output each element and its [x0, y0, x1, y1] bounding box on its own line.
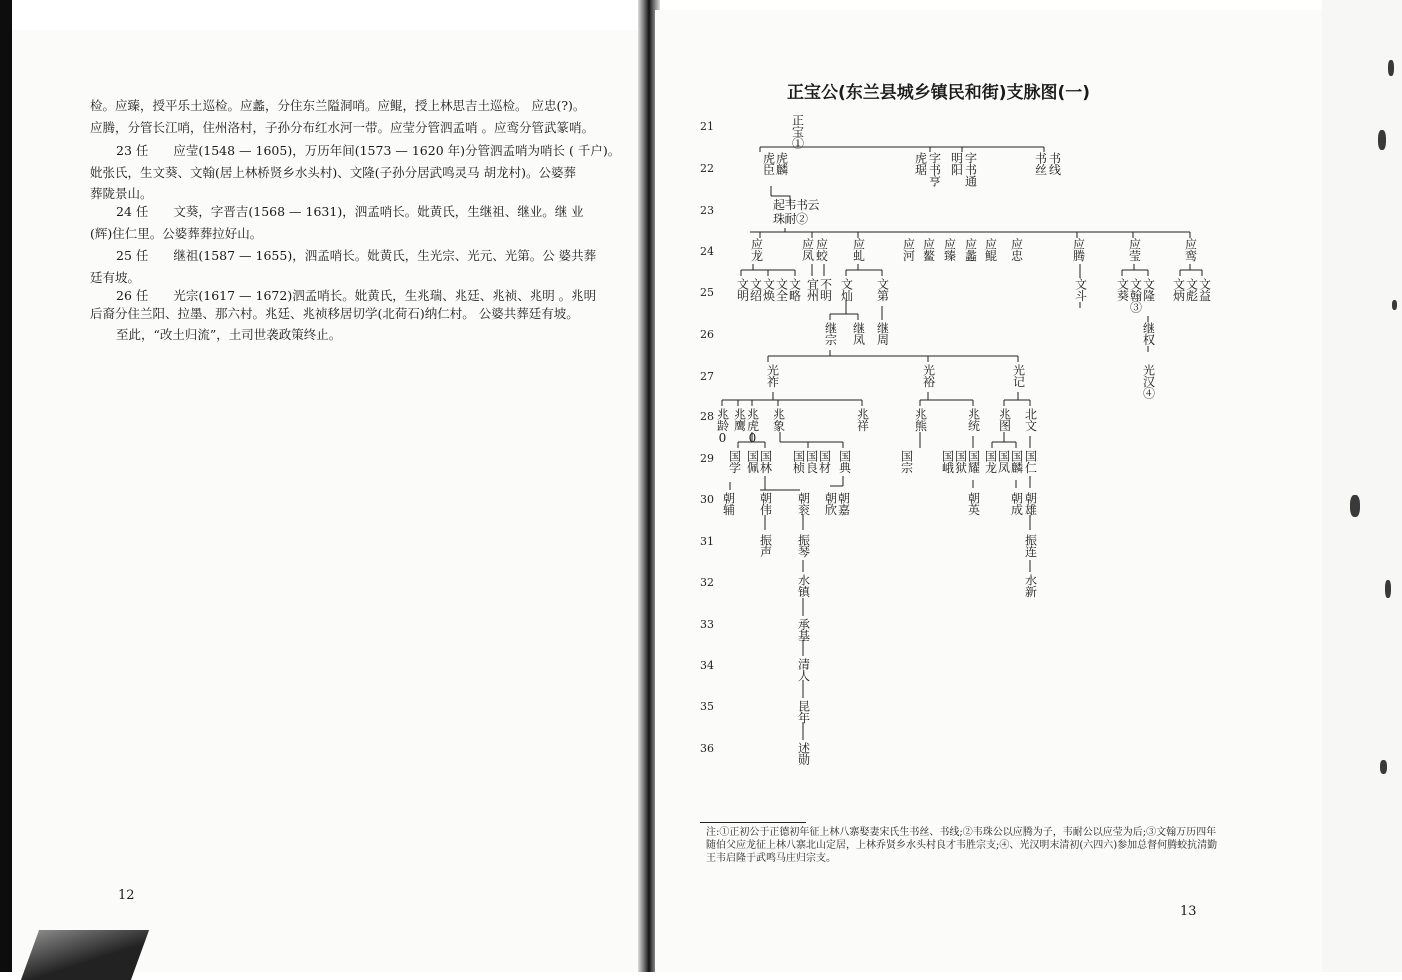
person-name: 兆鹰 [732, 408, 747, 431]
scan-speck [1388, 60, 1394, 76]
generation-number: 32 [700, 576, 714, 589]
right-margin [1322, 0, 1402, 972]
person-name: 水新 [1023, 574, 1038, 597]
generation-number: 26 [700, 328, 714, 341]
generation-number: 30 [700, 493, 714, 506]
person-name: 文彪 [1184, 278, 1199, 301]
person-name: 朝辅 [721, 492, 736, 515]
scan-speck [1385, 580, 1391, 598]
person-name: 国龙 [983, 450, 998, 473]
person-name: 朝伟 [758, 492, 773, 515]
person-name: 虎麟 [774, 152, 789, 175]
person-name: 继宗 [823, 322, 838, 345]
footnote: 注:①正初公于正德初年征上林八寨娶妻宋氏生书丝、书线;②韦珠公以应腾为子，韦耐公以应莹为后;③文翰万历四年随伯父应龙征上林八寨北山定居，上林乔贤乡水头村良才韦胜宗支;④、光汉明末清初(六四六)参加总督何腾蛟抗清勤王韦启隆于武鸣马庄归宗支。 [706, 827, 1218, 864]
person-name: 振声 [758, 534, 773, 557]
person-name: 应鸾 [1183, 238, 1198, 261]
generation-number: 36 [700, 742, 714, 755]
person-name: 国材 [817, 450, 832, 473]
body-line: 23 任 应莹(1548 — 1605)，万历年间(1573 — 1620 年)分管泗孟哨为哨长 ( 千户)。 [116, 143, 621, 158]
body-line: 至此，“改土归流”，土司世袭政策终止。 [116, 327, 342, 342]
person-name: 文灿 [839, 278, 854, 301]
person-name: 文第 [875, 278, 890, 301]
person-name: 字书亨 [927, 152, 942, 187]
person-name: 继凤 [851, 322, 866, 345]
person-name: 虎琚 [913, 152, 928, 175]
person-name: 文略 [787, 278, 802, 301]
person-name: 应凤 [800, 238, 815, 261]
generation-number: 35 [700, 700, 714, 713]
person-name: 应鲲 [983, 238, 998, 261]
person-name: 承基 [796, 618, 811, 641]
person-name: 文明 [735, 278, 750, 301]
person-name: 兆象 [771, 408, 786, 431]
person-name: 朝成 [1009, 492, 1024, 515]
person-name: 国峨 [940, 450, 955, 473]
person-name: 应忠 [1009, 238, 1024, 261]
person-name: 文益 [1197, 278, 1212, 301]
person-name: 文斗 [1073, 278, 1088, 301]
body-line: 26 任 光宗(1617 — 1672)泗孟哨长。妣黄氏，生兆瑞、兆廷、兆祯、兆明 。兆明 [116, 288, 597, 303]
person-name: 文炳 [1171, 278, 1186, 301]
person-name: 国佩 [745, 450, 760, 473]
person-name: 文葵 [1115, 278, 1130, 301]
scan-speck [1350, 495, 1360, 517]
generation-number: 34 [700, 659, 714, 672]
person-name: 应鳌 [921, 238, 936, 261]
scan-speck [1380, 760, 1387, 774]
person-name: 述勋 [796, 742, 811, 765]
person-name: 清人 [796, 658, 811, 681]
person-name: 昆年 [796, 700, 811, 723]
person-name: 宜州 [805, 278, 820, 301]
generation-number: 29 [700, 452, 714, 465]
person-name: 朝衮 [796, 492, 811, 515]
person-name: 文绍 [748, 278, 763, 301]
person-name: 国狱 [953, 450, 968, 473]
person-name: 虎臣 [761, 152, 776, 175]
person-name: 国麟 [1009, 450, 1024, 473]
book-left-edge [0, 0, 12, 972]
generation-number: 22 [700, 162, 714, 175]
person-name: 继周 [875, 322, 890, 345]
generation-number: 25 [700, 286, 714, 299]
person-name: 朝嘉 [836, 492, 851, 515]
person-name: 继权 [1141, 322, 1156, 345]
person-name: 国桢 [791, 450, 806, 473]
person-name: 国宗 [899, 450, 914, 473]
generation-number: 23 [700, 204, 714, 217]
person-name: 光祚 [765, 364, 780, 387]
body-line: (辉)住仁里。公婆葬葬拉好山。 [90, 226, 263, 241]
person-name: 水镇 [796, 574, 811, 597]
person-name: 光裕 [921, 364, 936, 387]
person-name: 朝英 [966, 492, 981, 515]
person-name: 国良 [804, 450, 819, 473]
person-name: 书丝 [1033, 152, 1048, 175]
person-name: 明阳 [949, 152, 964, 175]
page-title: 正宝公(东兰县城乡镇民和街)支脉图(一) [787, 83, 1091, 103]
generation-number: 28 [700, 410, 714, 423]
person-name: 兆图 [997, 408, 1012, 431]
generation-number: 24 [700, 245, 714, 258]
person-name: 正宝① [790, 114, 805, 149]
person-name: 应蛟 [814, 238, 829, 261]
generation-number: 21 [700, 120, 714, 133]
footnote-rule [700, 822, 806, 823]
body-line: 后裔分住兰阳、拉墨、那六村。兆廷、兆祯移居切学(北荷石)纳仁村。 公婆共葬廷有坡。 [90, 306, 579, 321]
body-line: 廷有坡。 [90, 270, 141, 285]
person-name: 应河 [901, 238, 916, 261]
person-name: 朝雄 [1023, 492, 1038, 515]
person-name: 应臻 [942, 238, 957, 261]
person-name: 兆统 [966, 408, 981, 431]
person-name: 国学 [727, 450, 742, 473]
person-name: 兆熊 [913, 408, 928, 431]
person-name: 兆祥 [855, 408, 870, 431]
scan-speck [1378, 130, 1386, 150]
person-name: 不明 [818, 278, 833, 301]
person-name: 文翰③ [1128, 278, 1143, 313]
body-line: 25 任 继祖(1587 — 1655)，泗孟哨长。妣黄氏，生光宗、光元、光第。公 婆共葬 [116, 248, 597, 263]
body-line: 应腾，分管长江哨，住州洛村，子孙分布红水河一带。应莹分管泗孟哨 。应鸾分管武篆哨。 [90, 120, 594, 135]
page-number-left: 12 [118, 888, 135, 903]
page-number-right: 13 [1180, 904, 1197, 919]
person-name: 国耀 [966, 450, 981, 473]
person-name: 文隆 [1141, 278, 1156, 301]
generation-number: 27 [700, 370, 714, 383]
generation-number: 33 [700, 618, 714, 631]
person-name: 国典 [837, 450, 852, 473]
body-line: 检。应臻，授平乐土巡检。应蠡，分住东兰隘洞哨。应鲲，授上林思吉土巡检。 应忠(?)。 [90, 98, 586, 113]
person-name: 国凤 [996, 450, 1011, 473]
person-name: 字书通 [963, 152, 978, 187]
person-name: 文焕 [761, 278, 776, 301]
scan-speck [1392, 300, 1397, 310]
person-name: 光汉④ [1141, 364, 1156, 399]
person-name: 光记 [1011, 364, 1026, 387]
person-name: 应虬 [851, 238, 866, 261]
person-name: 兆龄0 [715, 408, 730, 445]
person-name: 北文 [1023, 408, 1038, 431]
person-name: 应龙 [749, 238, 764, 261]
person-name: 国林 [758, 450, 773, 473]
person-name: 朝欣 [823, 492, 838, 515]
page-corner-shadow [21, 930, 149, 980]
body-line: 妣张氏，生文葵、文翰(居上林桥贤乡水头村)、文隆(子孙分居武鸣灵马 胡龙村)。公婆葬 [90, 165, 576, 180]
person-name: 应腾 [1071, 238, 1086, 261]
person-name: 文全 [774, 278, 789, 301]
person-name: 应莹 [1127, 238, 1142, 261]
person-name: 书线 [1047, 152, 1062, 175]
person-name: 国仁 [1023, 450, 1038, 473]
person-name: 应蠡 [963, 238, 978, 261]
person-name: 振连 [1023, 534, 1038, 557]
body-line: 24 任 文葵，字晋吉(1568 — 1631)，泗孟哨长。妣黄氏，生继祖、继业。继 业 [116, 204, 584, 219]
body-line: 葬陇景山。 [90, 186, 153, 201]
person-name: 兆虎0 [745, 408, 760, 445]
generation-number: 31 [700, 535, 714, 548]
person-name: 振琴 [796, 534, 811, 557]
person-name: 起韦书云珠耐② [773, 198, 820, 226]
